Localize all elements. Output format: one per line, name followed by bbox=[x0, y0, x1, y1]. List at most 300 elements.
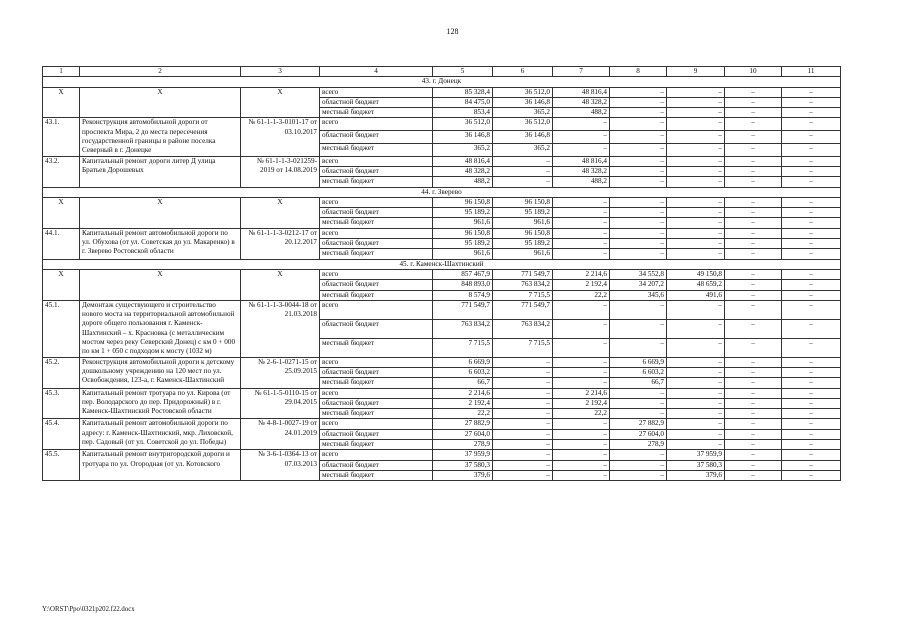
amount-cell: – bbox=[493, 439, 553, 449]
amount-cell: – bbox=[725, 131, 782, 144]
item-description: Капитальный ремонт дороги литер Д улица Братьев Дорошевых bbox=[80, 156, 241, 187]
amount-cell: – bbox=[782, 280, 841, 290]
amount-cell: 37 959,9 bbox=[433, 450, 493, 460]
funding-source: местный бюджет bbox=[320, 470, 433, 480]
amount-cell: – bbox=[725, 378, 782, 388]
item-document: № 61-1-5-0110-15 от 29.04.2015 bbox=[241, 388, 320, 419]
item-document: № 4-8-1-0027-19 от 24.01.2019 bbox=[241, 419, 320, 450]
amount-cell: 48 328,2 bbox=[433, 166, 493, 176]
amount-cell: – bbox=[667, 87, 725, 97]
amount-cell: – bbox=[493, 177, 553, 187]
amount-cell: – bbox=[725, 87, 782, 97]
amount-cell: – bbox=[493, 367, 553, 377]
funding-source: местный бюджет bbox=[320, 290, 433, 300]
header-cell: 11 bbox=[782, 67, 841, 77]
amount-cell: – bbox=[782, 108, 841, 118]
amount-cell: – bbox=[725, 228, 782, 238]
amount-cell: – bbox=[553, 367, 610, 377]
amount-cell: – bbox=[782, 367, 841, 377]
amount-cell: – bbox=[725, 450, 782, 460]
amount-cell: 27 882,9 bbox=[610, 419, 667, 429]
amount-cell: – bbox=[667, 108, 725, 118]
amount-cell: – bbox=[493, 388, 553, 398]
amount-cell: – bbox=[667, 239, 725, 249]
amount-cell: – bbox=[725, 290, 782, 300]
header-cell: 6 bbox=[493, 67, 553, 77]
amount-cell: – bbox=[782, 218, 841, 228]
amount-cell: – bbox=[610, 398, 667, 408]
amount-cell: – bbox=[610, 177, 667, 187]
funding-source: местный бюджет bbox=[320, 177, 433, 187]
item-number: 45.5. bbox=[43, 450, 80, 481]
table-row bbox=[43, 450, 841, 460]
amount-cell: 49 150,8 bbox=[667, 269, 725, 279]
section-title: 44. г. Зверево bbox=[43, 187, 841, 197]
amount-cell: – bbox=[725, 280, 782, 290]
amount-cell: 961,6 bbox=[493, 249, 553, 259]
amount-cell: 48 659,2 bbox=[667, 280, 725, 290]
funding-source: областной бюджет bbox=[320, 367, 433, 377]
amount-cell: – bbox=[782, 118, 841, 131]
header-cell: 10 bbox=[725, 67, 782, 77]
amount-cell: – bbox=[725, 97, 782, 107]
table-row bbox=[43, 228, 841, 238]
amount-cell: 37 580,3 bbox=[433, 460, 493, 470]
amount-cell: – bbox=[782, 131, 841, 144]
item-number: 45.3. bbox=[43, 388, 80, 419]
amount-cell: – bbox=[493, 357, 553, 367]
amount-cell: 763 834,2 bbox=[493, 319, 553, 338]
amount-cell: – bbox=[782, 388, 841, 398]
amount-cell: – bbox=[782, 208, 841, 218]
amount-cell: 365,2 bbox=[493, 108, 553, 118]
file-path-footer: Y:\ORST\Ppo\0321p202.f22.docx bbox=[42, 606, 135, 613]
amount-cell: – bbox=[782, 269, 841, 279]
funding-source: областной бюджет bbox=[320, 166, 433, 176]
amount-cell: 365,2 bbox=[493, 143, 553, 156]
amount-cell: – bbox=[553, 429, 610, 439]
amount-cell: 961,6 bbox=[433, 249, 493, 259]
amount-cell: 36 512,0 bbox=[433, 118, 493, 131]
amount-cell: 96 150,8 bbox=[433, 197, 493, 207]
item-number: X bbox=[43, 87, 80, 118]
amount-cell: – bbox=[782, 300, 841, 319]
amount-cell: 771 549,7 bbox=[493, 300, 553, 319]
amount-cell: – bbox=[610, 118, 667, 131]
amount-cell: – bbox=[610, 460, 667, 470]
amount-cell: – bbox=[493, 409, 553, 419]
amount-cell: – bbox=[553, 300, 610, 319]
amount-cell: 22,2 bbox=[553, 409, 610, 419]
amount-cell: – bbox=[725, 143, 782, 156]
table-row bbox=[43, 300, 841, 319]
funding-source: всего bbox=[320, 228, 433, 238]
amount-cell: – bbox=[610, 143, 667, 156]
amount-cell: – bbox=[667, 300, 725, 319]
amount-cell: 34 552,8 bbox=[610, 269, 667, 279]
amount-cell: – bbox=[610, 249, 667, 259]
amount-cell: 7 715,5 bbox=[493, 290, 553, 300]
amount-cell: 6 669,9 bbox=[433, 357, 493, 367]
page-number: 128 bbox=[446, 27, 459, 36]
amount-cell: – bbox=[667, 97, 725, 107]
item-document: № 61-1-1-3-0044-18 от 21.03.2018 bbox=[241, 300, 320, 357]
item-description: Демонтаж существующего и строительство нового моста на территориальной автомобильной дороге общего пользования г. Каменск-Шахтинский – х. Красновка (с металлическим мостом через реку Северский Донец) с км 0 + 000 по км 1 + 050 с подходом к мосту (1032 м) bbox=[80, 300, 241, 357]
item-document: X bbox=[241, 197, 320, 228]
funding-source: областной бюджет bbox=[320, 280, 433, 290]
amount-cell: – bbox=[725, 197, 782, 207]
amount-cell: – bbox=[667, 118, 725, 131]
item-description: X bbox=[80, 269, 241, 300]
amount-cell: – bbox=[553, 357, 610, 367]
amount-cell: – bbox=[553, 450, 610, 460]
amount-cell: – bbox=[610, 218, 667, 228]
amount-cell: – bbox=[725, 398, 782, 408]
amount-cell: – bbox=[725, 156, 782, 166]
funding-source: местный бюджет bbox=[320, 378, 433, 388]
header-cell: 1 bbox=[43, 67, 80, 77]
amount-cell: 488,2 bbox=[553, 177, 610, 187]
funding-source: местный бюджет bbox=[320, 218, 433, 228]
amount-cell: – bbox=[782, 197, 841, 207]
item-description: X bbox=[80, 87, 241, 118]
table-row bbox=[43, 419, 841, 429]
amount-cell: – bbox=[610, 450, 667, 460]
amount-cell: – bbox=[610, 87, 667, 97]
amount-cell: 36 146,8 bbox=[493, 97, 553, 107]
amount-cell: 345,6 bbox=[610, 290, 667, 300]
amount-cell: 48 816,4 bbox=[553, 87, 610, 97]
amount-cell: – bbox=[725, 108, 782, 118]
amount-cell: 7 715,5 bbox=[433, 338, 493, 357]
amount-cell: 96 150,8 bbox=[493, 197, 553, 207]
item-description: X bbox=[80, 197, 241, 228]
funding-source: местный бюджет bbox=[320, 108, 433, 118]
funding-source: всего bbox=[320, 118, 433, 131]
funding-source: всего bbox=[320, 156, 433, 166]
funding-source: всего bbox=[320, 450, 433, 460]
amount-cell: 379,6 bbox=[433, 470, 493, 480]
amount-cell: – bbox=[667, 378, 725, 388]
amount-cell: 34 207,2 bbox=[610, 280, 667, 290]
table-row bbox=[43, 118, 841, 131]
amount-cell: – bbox=[553, 419, 610, 429]
amount-cell: 48 816,4 bbox=[433, 156, 493, 166]
section-row bbox=[43, 187, 841, 197]
amount-cell: – bbox=[725, 208, 782, 218]
funding-source: местный бюджет bbox=[320, 249, 433, 259]
amount-cell: 2 192,4 bbox=[433, 398, 493, 408]
amount-cell: – bbox=[610, 208, 667, 218]
amount-cell: – bbox=[725, 470, 782, 480]
budget-table bbox=[42, 66, 841, 481]
item-document: № 61-1-1-3-021259-2019 от 14.08.2019 bbox=[241, 156, 320, 187]
item-document: № 61-1-1-3-0212-17 от 20.12.2017 bbox=[241, 228, 320, 259]
table-row bbox=[43, 156, 841, 166]
funding-source: областной бюджет bbox=[320, 239, 433, 249]
amount-cell: 7 715,5 bbox=[493, 338, 553, 357]
amount-cell: – bbox=[493, 378, 553, 388]
amount-cell: – bbox=[782, 97, 841, 107]
amount-cell: 95 189,2 bbox=[493, 239, 553, 249]
amount-cell: – bbox=[610, 409, 667, 419]
amount-cell: – bbox=[553, 460, 610, 470]
amount-cell: 36 146,8 bbox=[433, 131, 493, 144]
amount-cell: – bbox=[782, 429, 841, 439]
amount-cell: 22,2 bbox=[553, 290, 610, 300]
amount-cell: 857 467,9 bbox=[433, 269, 493, 279]
funding-source: местный бюджет bbox=[320, 338, 433, 357]
amount-cell: 85 328,4 bbox=[433, 87, 493, 97]
amount-cell: – bbox=[782, 338, 841, 357]
amount-cell: – bbox=[667, 419, 725, 429]
funding-source: областной бюджет bbox=[320, 208, 433, 218]
amount-cell: 37 959,9 bbox=[667, 450, 725, 460]
amount-cell: – bbox=[493, 460, 553, 470]
funding-source: областной бюджет bbox=[320, 319, 433, 338]
amount-cell: – bbox=[725, 118, 782, 131]
amount-cell: – bbox=[782, 409, 841, 419]
item-description: Капитальный ремонт тротуара по ул. Кирова (от пер. Володарского до пер. Придорожный) в г. Каменск-Шахтинский Ростовской области bbox=[80, 388, 241, 419]
amount-cell: – bbox=[553, 208, 610, 218]
amount-cell: 6 603,2 bbox=[610, 367, 667, 377]
amount-cell: 48 328,2 bbox=[553, 97, 610, 107]
amount-cell: – bbox=[553, 218, 610, 228]
item-document: X bbox=[241, 87, 320, 118]
amount-cell: 853,4 bbox=[433, 108, 493, 118]
amount-cell: – bbox=[725, 460, 782, 470]
amount-cell: – bbox=[725, 319, 782, 338]
section-title: 45. г. Каменск-Шахтинский bbox=[43, 259, 841, 269]
amount-cell: 96 150,8 bbox=[493, 228, 553, 238]
amount-cell: – bbox=[553, 439, 610, 449]
amount-cell: – bbox=[553, 249, 610, 259]
item-document: № 2-6-1-0271-15 от 25.09.2015 bbox=[241, 357, 320, 388]
section-row bbox=[43, 259, 841, 269]
amount-cell: 27 604,0 bbox=[610, 429, 667, 439]
funding-source: всего bbox=[320, 357, 433, 367]
amount-cell: – bbox=[553, 378, 610, 388]
amount-cell: 278,9 bbox=[610, 439, 667, 449]
amount-cell: 95 189,2 bbox=[433, 239, 493, 249]
amount-cell: 379,6 bbox=[667, 470, 725, 480]
amount-cell: 22,2 bbox=[433, 409, 493, 419]
funding-source: местный бюджет bbox=[320, 409, 433, 419]
amount-cell: – bbox=[725, 166, 782, 176]
funding-source: областной бюджет bbox=[320, 429, 433, 439]
amount-cell: – bbox=[725, 367, 782, 377]
item-description: Капитальный ремонт автомобильной дороги по адресу: г. Каменск-Шахтинский, мкр. Лиховской, пер. Садовый (от ул. Советской до ул. Победы) bbox=[80, 419, 241, 450]
amount-cell: 84 475,0 bbox=[433, 97, 493, 107]
section-title: 43. г. Донецк bbox=[43, 77, 841, 87]
amount-cell: – bbox=[553, 143, 610, 156]
amount-cell: – bbox=[667, 131, 725, 144]
item-number: 43.2. bbox=[43, 156, 80, 187]
amount-cell: – bbox=[610, 388, 667, 398]
amount-cell: – bbox=[667, 228, 725, 238]
amount-cell: – bbox=[782, 419, 841, 429]
amount-cell: – bbox=[610, 239, 667, 249]
amount-cell: – bbox=[782, 249, 841, 259]
item-number: 45.1. bbox=[43, 300, 80, 357]
table-row bbox=[43, 87, 841, 97]
item-number: 43.1. bbox=[43, 118, 80, 156]
amount-cell: 278,9 bbox=[433, 439, 493, 449]
amount-cell: – bbox=[553, 131, 610, 144]
amount-cell: – bbox=[667, 319, 725, 338]
amount-cell: 488,2 bbox=[433, 177, 493, 187]
header-cell: 3 bbox=[241, 67, 320, 77]
amount-cell: – bbox=[493, 429, 553, 439]
amount-cell: – bbox=[493, 419, 553, 429]
amount-cell: – bbox=[553, 338, 610, 357]
amount-cell: 961,6 bbox=[433, 218, 493, 228]
header-cell: 2 bbox=[80, 67, 241, 77]
amount-cell: – bbox=[610, 108, 667, 118]
header-cell: 9 bbox=[667, 67, 725, 77]
amount-cell: 95 189,2 bbox=[493, 208, 553, 218]
amount-cell: – bbox=[610, 338, 667, 357]
amount-cell: – bbox=[667, 338, 725, 357]
amount-cell: – bbox=[725, 388, 782, 398]
header-cell: 4 bbox=[320, 67, 433, 77]
amount-cell: – bbox=[725, 419, 782, 429]
amount-cell: – bbox=[725, 249, 782, 259]
funding-source: местный бюджет bbox=[320, 439, 433, 449]
amount-cell: 961,6 bbox=[493, 218, 553, 228]
amount-cell: 66,7 bbox=[433, 378, 493, 388]
amount-cell: – bbox=[610, 228, 667, 238]
funding-source: областной бюджет bbox=[320, 131, 433, 144]
amount-cell: – bbox=[782, 357, 841, 367]
amount-cell: 37 580,3 bbox=[667, 460, 725, 470]
amount-cell: 365,2 bbox=[433, 143, 493, 156]
amount-cell: 488,2 bbox=[553, 108, 610, 118]
amount-cell: 763 834,2 bbox=[433, 319, 493, 338]
amount-cell: – bbox=[782, 228, 841, 238]
amount-cell: – bbox=[725, 177, 782, 187]
amount-cell: – bbox=[782, 398, 841, 408]
amount-cell: – bbox=[610, 300, 667, 319]
amount-cell: 96 150,8 bbox=[433, 228, 493, 238]
funding-source: всего bbox=[320, 419, 433, 429]
item-number: X bbox=[43, 197, 80, 228]
amount-cell: – bbox=[667, 156, 725, 166]
amount-cell: – bbox=[725, 429, 782, 439]
amount-cell: 2 192,4 bbox=[553, 280, 610, 290]
amount-cell: – bbox=[667, 429, 725, 439]
amount-cell: 771 549,7 bbox=[433, 300, 493, 319]
amount-cell: 6 669,9 bbox=[610, 357, 667, 367]
amount-cell: 48 328,2 bbox=[553, 166, 610, 176]
table-row bbox=[43, 388, 841, 398]
amount-cell: 2 214,6 bbox=[553, 269, 610, 279]
amount-cell: – bbox=[553, 470, 610, 480]
amount-cell: – bbox=[725, 239, 782, 249]
amount-cell: 36 512,0 bbox=[493, 118, 553, 131]
amount-cell: – bbox=[782, 239, 841, 249]
table-row bbox=[43, 197, 841, 207]
amount-cell: – bbox=[667, 367, 725, 377]
item-number: X bbox=[43, 269, 80, 300]
amount-cell: – bbox=[782, 87, 841, 97]
amount-cell: – bbox=[667, 197, 725, 207]
item-number: 45.2. bbox=[43, 357, 80, 388]
amount-cell: – bbox=[667, 177, 725, 187]
funding-source: всего bbox=[320, 388, 433, 398]
amount-cell: – bbox=[667, 388, 725, 398]
amount-cell: – bbox=[782, 460, 841, 470]
item-description: Капитальный ремонт автомобильной дороги по ул. Обухова (от ул. Советская до ул. Макаренко) в г. Зверево Ростовской области bbox=[80, 228, 241, 259]
amount-cell: – bbox=[667, 218, 725, 228]
amount-cell: – bbox=[667, 249, 725, 259]
funding-source: областной бюджет bbox=[320, 398, 433, 408]
amount-cell: 8 574,9 bbox=[433, 290, 493, 300]
amount-cell: 36 146,8 bbox=[493, 131, 553, 144]
amount-cell: 27 604,0 bbox=[433, 429, 493, 439]
amount-cell: 36 512,0 bbox=[493, 87, 553, 97]
amount-cell: – bbox=[493, 398, 553, 408]
header-cell: 8 bbox=[610, 67, 667, 77]
amount-cell: 848 893,0 bbox=[433, 280, 493, 290]
amount-cell: – bbox=[493, 156, 553, 166]
funding-source: областной бюджет bbox=[320, 460, 433, 470]
amount-cell: – bbox=[493, 470, 553, 480]
amount-cell: – bbox=[610, 319, 667, 338]
amount-cell: – bbox=[610, 166, 667, 176]
funding-source: всего bbox=[320, 269, 433, 279]
amount-cell: – bbox=[667, 357, 725, 367]
amount-cell: 27 882,9 bbox=[433, 419, 493, 429]
amount-cell: – bbox=[553, 197, 610, 207]
amount-cell: – bbox=[782, 439, 841, 449]
amount-cell: – bbox=[667, 439, 725, 449]
item-document: № 3-6-1-0364-13 от 07.03.2013 bbox=[241, 450, 320, 481]
table-row bbox=[43, 269, 841, 279]
funding-source: всего bbox=[320, 300, 433, 319]
amount-cell: – bbox=[553, 228, 610, 238]
amount-cell: – bbox=[725, 338, 782, 357]
amount-cell: 48 816,4 bbox=[553, 156, 610, 166]
amount-cell: – bbox=[553, 319, 610, 338]
amount-cell: 2 214,6 bbox=[433, 388, 493, 398]
item-number: 44.1. bbox=[43, 228, 80, 259]
header-cell: 5 bbox=[433, 67, 493, 77]
funding-source: местный бюджет bbox=[320, 143, 433, 156]
item-description: Реконструкция автомобильной дороги к детскому дошкольному учреждению на 120 мест по ул. Освобождения, 123-а, г. Каменск-Шахтинский bbox=[80, 357, 241, 388]
header-row bbox=[43, 67, 841, 77]
amount-cell: – bbox=[493, 166, 553, 176]
amount-cell: – bbox=[782, 378, 841, 388]
table-body bbox=[43, 67, 841, 481]
amount-cell: – bbox=[782, 319, 841, 338]
amount-cell: – bbox=[725, 269, 782, 279]
table-row bbox=[43, 357, 841, 367]
header-cell: 7 bbox=[553, 67, 610, 77]
amount-cell: 6 603,2 bbox=[433, 367, 493, 377]
amount-cell: – bbox=[725, 439, 782, 449]
funding-source: областной бюджет bbox=[320, 97, 433, 107]
item-document: X bbox=[241, 269, 320, 300]
item-description: Капитальный ремонт внутригородской дороги и тротуара по ул. Огородная (от ул. Котовского bbox=[80, 450, 241, 481]
amount-cell: – bbox=[667, 409, 725, 419]
amount-cell: 66,7 bbox=[610, 378, 667, 388]
amount-cell: – bbox=[782, 470, 841, 480]
amount-cell: – bbox=[725, 300, 782, 319]
amount-cell: – bbox=[553, 239, 610, 249]
amount-cell: 763 834,2 bbox=[493, 280, 553, 290]
amount-cell: – bbox=[782, 450, 841, 460]
